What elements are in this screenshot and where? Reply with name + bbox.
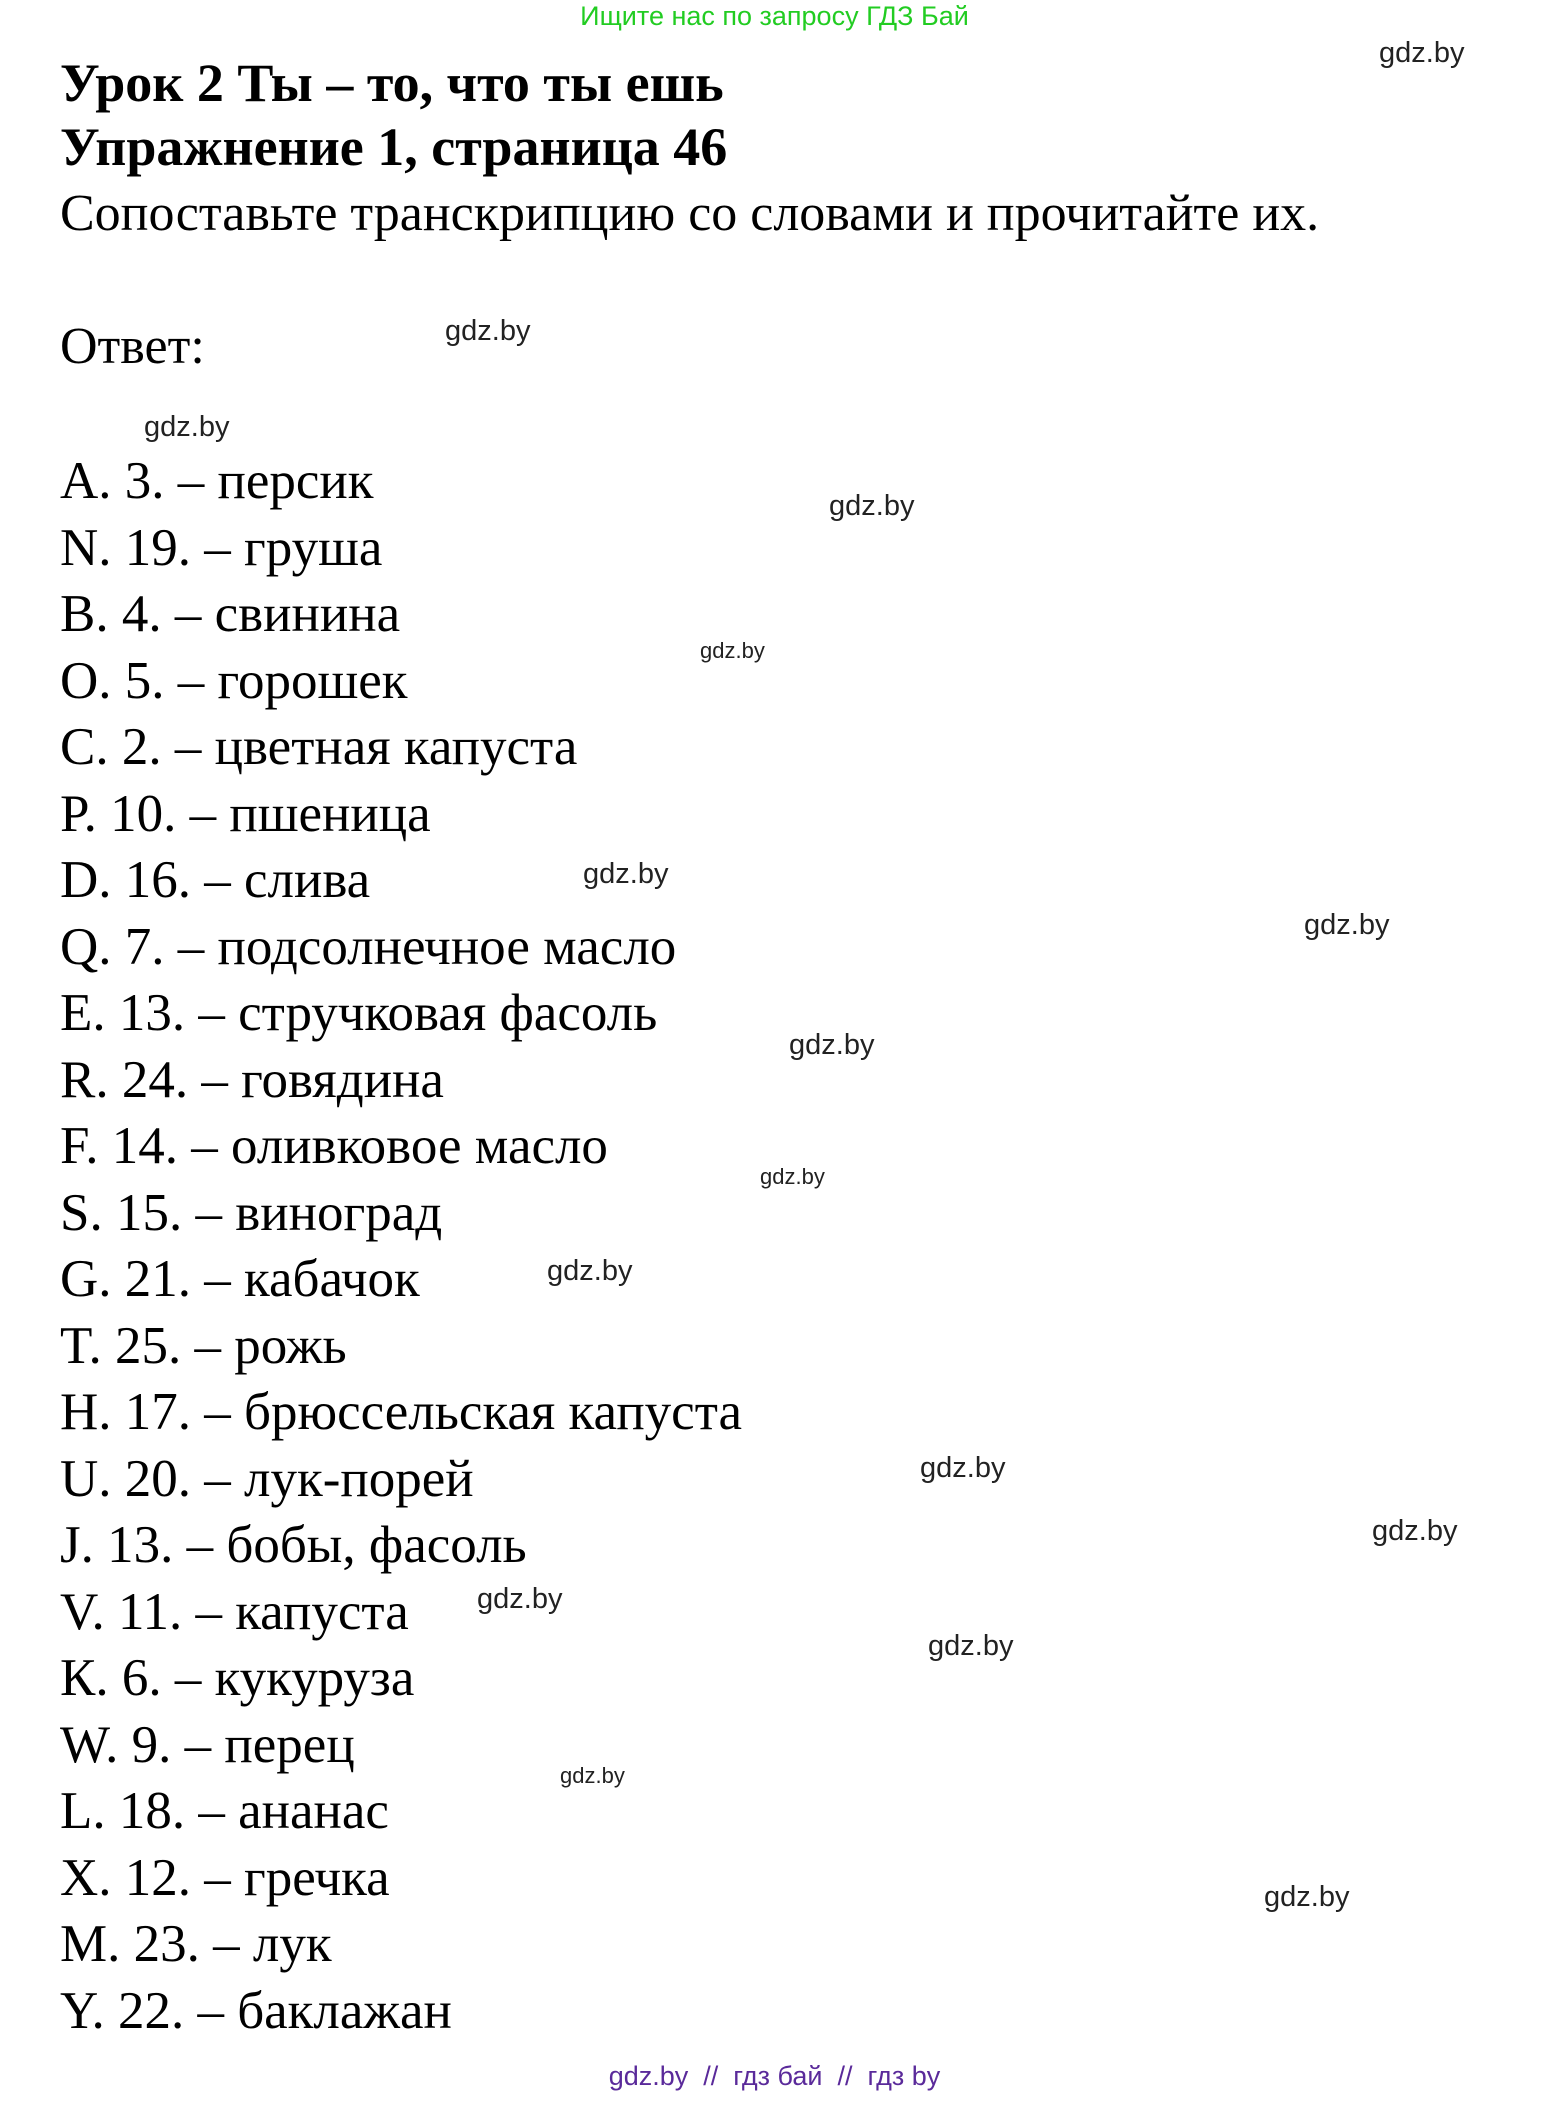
watermark: gdz.by (547, 1255, 633, 1287)
answer-list (60, 448, 742, 2044)
watermark: gdz.by (1372, 1515, 1458, 1547)
answer-item: C. 2. – цветная капуста (60, 718, 578, 776)
answer-label: Ответ: (60, 318, 205, 375)
answer-item: H. 17. – брюссельская капуста (60, 1383, 743, 1441)
exercise-instruction: Сопоставьте транскрипцию со словами и прочитайте их. (60, 185, 1320, 242)
answer-item: D. 16. – слива (60, 851, 371, 909)
answer-item: P. 10. – пшеница (60, 784, 431, 843)
watermark: gdz.by (829, 490, 915, 522)
watermark: gdz.by (700, 638, 765, 663)
footer-links: gdz.by // гдз бай // гдз by (608, 2061, 941, 2091)
watermark: gdz.by (1379, 37, 1465, 69)
answer-item: X. 12. – гречка (60, 1848, 390, 1907)
answer-item: R. 24. – говядина (60, 1050, 444, 1109)
watermark: gdz.by (760, 1164, 825, 1189)
watermark: gdz.by (928, 1630, 1014, 1662)
answer-item: Q. 7. – подсолнечное масло (60, 917, 677, 976)
answer-item: К. 6. – кукуруза (60, 1649, 415, 1707)
answer-item: S. 15. – виноград (60, 1183, 443, 1242)
watermark: gdz.by (920, 1452, 1006, 1484)
lesson-title: Урок 2 Ты – то, что ты ешь (60, 53, 724, 113)
answer-item: T. 25. – рожь (60, 1316, 347, 1375)
answer-item: B. 4. – свинина (60, 585, 401, 643)
answer-item: O. 5. – горошек (60, 651, 408, 710)
watermark: gdz.by (1304, 909, 1390, 941)
answer-item: M. 23. – лук (60, 1915, 332, 1973)
answer-item: F. 14. – оливковое масло (60, 1117, 608, 1175)
watermark: gdz.by (560, 1763, 625, 1788)
answer-item: G. 21. – кабачок (60, 1250, 420, 1308)
answer-item: L. 18. – ананас (60, 1782, 389, 1840)
watermark: gdz.by (477, 1583, 563, 1615)
answer-item: N. 19. – груша (60, 518, 383, 577)
answer-item: A. 3. – персик (60, 452, 374, 510)
watermark: gdz.by (144, 411, 230, 443)
watermark: gdz.by (583, 858, 669, 890)
answer-item: Y. 22. – баклажан (60, 1981, 452, 2040)
watermark: gdz.by (789, 1029, 875, 1061)
answer-item: W. 9. – перец (60, 1715, 355, 1774)
answer-item: J. 13. – бобы, фасоль (60, 1516, 527, 1574)
exercise-title: Упражнение 1, страница 46 (60, 117, 728, 177)
answer-item: V. 11. – капуста (60, 1582, 409, 1641)
watermark: gdz.by (1264, 1881, 1350, 1913)
search-hint-banner: Ищите нас по запросу ГДЗ Бай (580, 1, 969, 31)
answer-item: E. 13. – стручковая фасоль (60, 984, 658, 1042)
watermark: gdz.by (445, 315, 531, 347)
answer-item: U. 20. – лук-порей (60, 1449, 474, 1508)
